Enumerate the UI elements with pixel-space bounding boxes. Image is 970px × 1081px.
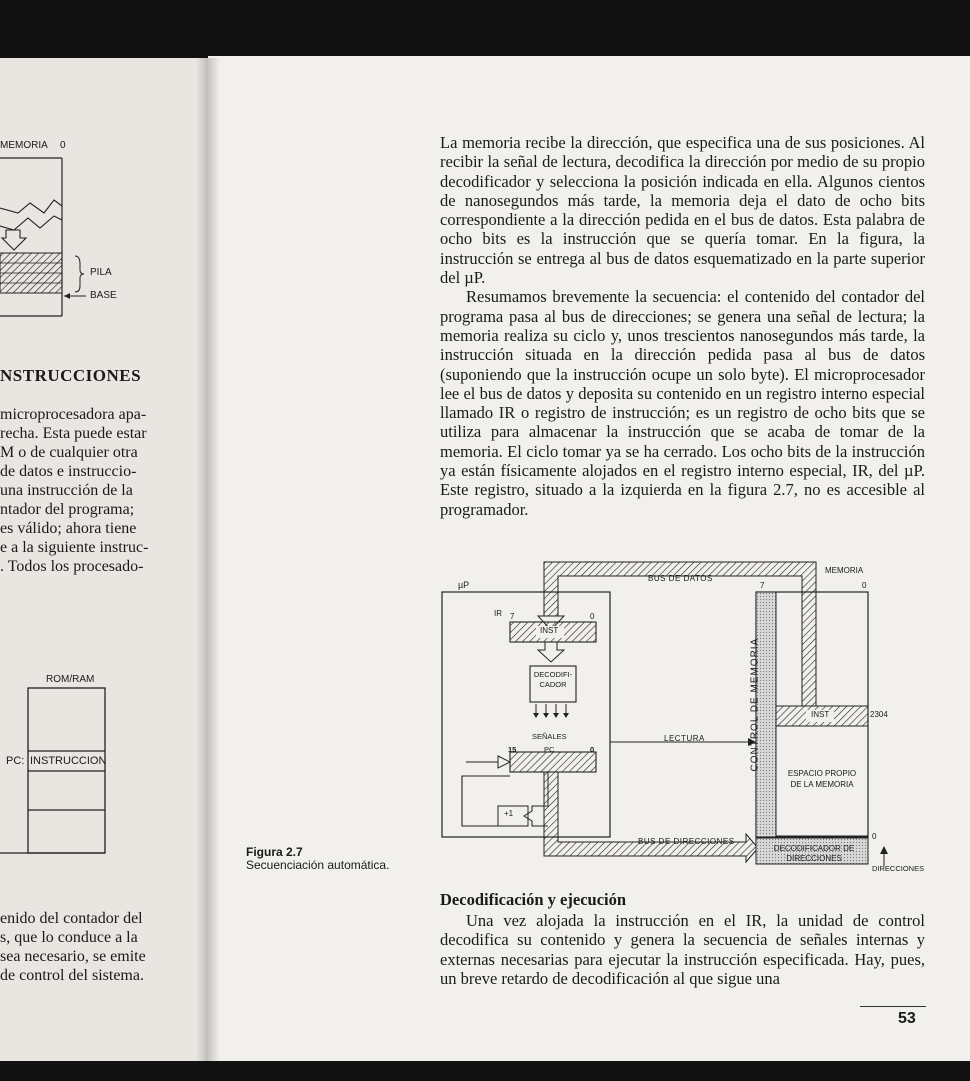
- ir-label: IR: [494, 609, 502, 618]
- direcciones-label: DIRECCIONES: [872, 864, 925, 873]
- instruccion-label: INSTRUCCION: [30, 755, 107, 767]
- scan-top-border: [0, 0, 970, 58]
- control-memoria-label: CONTROL DE MEMORIA: [749, 637, 761, 772]
- left-text-line: de datos e instruccio-: [0, 463, 137, 480]
- base-label: BASE: [90, 290, 117, 301]
- lectura-label: LECTURA: [664, 734, 705, 743]
- plus-one-label: +1: [504, 809, 514, 818]
- left-text-line: ntador del programa;: [0, 501, 135, 518]
- address-decoder-line: DECODIFICADOR DE: [773, 844, 855, 853]
- mem-bit7-label: 7: [760, 581, 765, 590]
- left-text-line: microprocesadora apa-: [0, 406, 147, 423]
- pc-register: [510, 752, 596, 772]
- left-text-line: M o de cualquier otra: [0, 444, 138, 461]
- pc-bit15-label: 15: [508, 745, 517, 754]
- body-text: [440, 133, 925, 519]
- address-2304-label: 2304: [870, 710, 888, 719]
- paragraph: La memoria recibe la dirección, que especifica una de sus posiciones. Al recibir la señal de lectura, decodifica la dirección por medio de su propio decodificador y selecciona la posición indicada en ella. Algunos cientos de nanosegundos más tarde, la memoria deja el dato de ocho bits correspondiente a la dirección pedida en el bus de datos. Esta palabra de ocho bits es la instrucción que se quería tomar. En la figura, la instrucción se entrega al bus de datos esquematizado en la parte superior del µP.: [440, 133, 925, 288]
- address-decoder-line: DIRECCIONES: [786, 854, 842, 863]
- left-text-line: sea necesario, se emite: [0, 948, 146, 965]
- memoria-label: MEMORIA: [825, 566, 864, 575]
- ir-inst-label: INST: [540, 626, 559, 635]
- left-text-line: e a la siguiente instruc-: [0, 539, 149, 556]
- right-page: [208, 56, 970, 1062]
- pila-label: PILA: [90, 267, 112, 278]
- up-label: µP: [458, 580, 470, 590]
- left-text-line: enido del contador del: [0, 910, 143, 927]
- left-text-line: una instrucción de la: [0, 482, 133, 499]
- senales-label: SEÑALES: [532, 732, 567, 741]
- memory-inst-label: INST: [811, 710, 830, 719]
- left-text-line: de control del sistema.: [0, 967, 144, 984]
- espacio-propio-line: ESPACIO PROPIO: [787, 769, 857, 778]
- left-text-line: . Todos los procesado-: [0, 558, 144, 575]
- ir-bit0-label: 0: [590, 612, 595, 621]
- memoria-zero-label: 0: [60, 140, 66, 151]
- section-body: [440, 911, 925, 988]
- page-number: 53: [898, 1010, 916, 1027]
- figure-caption: [246, 846, 389, 872]
- scan-bottom-border: [0, 1061, 970, 1081]
- paragraph: Resumamos brevemente la secuencia: el contenido del contador del programa pasa al bus de direcciones; se genera una señal de lectura; la memoria realiza su ciclo y, unos trescientos nanosegundos más tarde, la instrucción situada en la dirección pedida pasa al bus de datos (suponiendo que la instrucción ocupe un solo byte). El microprocesador lee el bus de datos y deposita su contenido en un registro interno especial llamado IR o registro de instrucción; es un registro de ocho bits que se utiliza para almacenar la instrucción que se acaba de tomar de la memoria. El ciclo tomar ya se ha cerrado. Los ocho bits de la instrucción ya están físicamente alojados en el registro interno especial, IR, del µP. Este registro, situado a la izquierda en la figura 2.7, no es accesible al programador.: [440, 287, 925, 519]
- paragraph: Una vez alojada la instrucción en el IR, la unidad de control decodifica su contenido y genera la secuencia de señales internas y externas necesarias para ejecutar la instrucción especificada. Hay, pues, un breve retardo de decodificación al que sigue una: [440, 911, 925, 988]
- ir-bit7-label: 7: [510, 612, 515, 621]
- section-heading: Decodificación y ejecución: [440, 890, 627, 909]
- left-section-heading: NSTRUCCIONES: [0, 366, 142, 385]
- bus-datos-label: BUS DE DATOS: [648, 574, 713, 583]
- left-page: [0, 58, 208, 1062]
- decoder-label-line: CADOR: [539, 680, 567, 689]
- espacio-propio-line: DE LA MEMORIA: [790, 780, 854, 789]
- espacio-propio-label: [780, 768, 864, 790]
- pc-bit0-label: 0: [590, 745, 595, 754]
- memoria-label: MEMORIA: [0, 140, 48, 151]
- left-text-line: es válido; ahora tiene: [0, 520, 137, 537]
- rom-ram-label: ROM/RAM: [46, 674, 95, 685]
- figure-number: Figura 2.7: [246, 845, 303, 859]
- bus-direcciones-label: BUS DE DIRECCIONES: [638, 837, 735, 846]
- address-decoder-label: [764, 844, 864, 864]
- figure-caption-text: Secuenciación automática.: [246, 858, 390, 872]
- decoder-label-line: DECODIFI-: [533, 670, 573, 679]
- mem-bit0-label: 0: [862, 581, 867, 590]
- left-text-line: recha. Esta puede estar: [0, 425, 147, 442]
- left-text-line: s, que lo conduce a la: [0, 929, 138, 946]
- page-number-rule: [860, 1006, 926, 1007]
- pc-label: PC:: [6, 755, 25, 767]
- dir-zero-label: 0: [872, 832, 877, 841]
- decoder-label: [530, 670, 576, 690]
- address-bus: [544, 772, 758, 862]
- book-gutter-shadow: [196, 58, 220, 1062]
- pc-label: PC: [544, 745, 555, 754]
